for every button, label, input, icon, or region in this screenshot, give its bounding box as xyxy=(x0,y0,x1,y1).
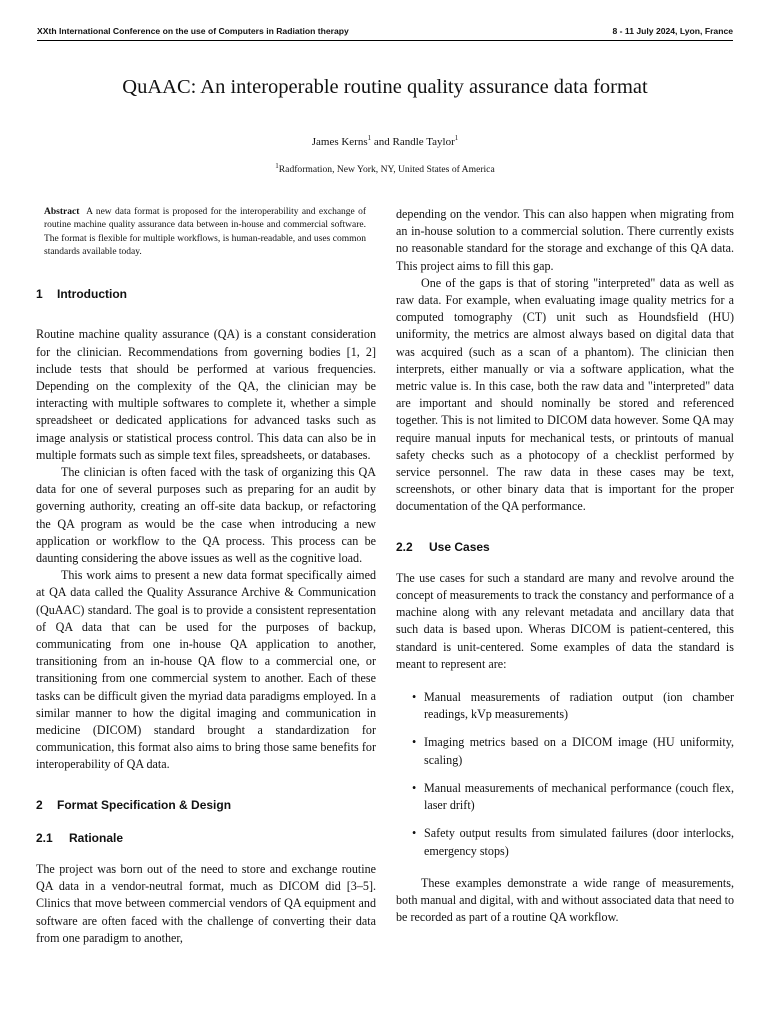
subsection-title: Use Cases xyxy=(429,539,490,554)
right-column xyxy=(396,206,734,926)
paragraph: These examples demonstrate a wide range of measurements, both manual and digital, with and without associated data that need to be recorded as part of a routine QA workflow. xyxy=(396,875,734,925)
paragraph: Routine machine quality assurance (QA) is a constant consideration for the clinician. Recommendations from governing bodies [1, 2] include tests that should be performed at various frequencies. Depending on the complexity of the QA, the clinician may be interacting with multiple softwares to complete it, whether a simple spreadsheet or dedicated applications for advanced tasks such as image analysis or statistical process control. This data can also be in multiple formats such as simple text files, spreadsheets, or databases. xyxy=(36,327,376,462)
affiliation-marker: 1 xyxy=(454,134,459,142)
affiliation-marker: 1 xyxy=(275,162,279,170)
conference-name: XXth International Conference on the use of Computers in Radiation therapy xyxy=(37,26,349,36)
section-heading-format xyxy=(36,797,376,814)
author-name: Randle Taylor xyxy=(392,136,455,148)
running-header xyxy=(37,26,733,41)
affiliation xyxy=(0,164,770,175)
affiliation-text: Radformation, New York, NY, United States of America xyxy=(278,164,495,175)
section-number: 1 xyxy=(36,287,43,302)
list-item: • Imaging metrics based on a DICOM image (HU uniformity, scaling) xyxy=(424,734,734,768)
paragraph: The use cases for such a standard are many and revolve around the concept of measurements to track the constancy and performance of a machine along with any relevant metadata and ancillary data that such data is based upon. Wheras DICOM is patient-centered, this standard is unit-centered. Some examples of data the standard is meant to represent are: xyxy=(396,570,734,671)
paragraph: The clinician is often faced with the task of organizing this QA data for one of several purposes such as preparing for an audit by governing authority, creating an off-site data backup, or refactoring the QA program as would be the case when introducing a new application or workflow to the QA process. This process can be daunting considering the above issues as well as the cognitive load. xyxy=(36,465,376,566)
subsection-title: Rationale xyxy=(69,830,124,845)
paragraph: This work aims to present a new data format specifically aimed at QA data called the Quality Assurance Archive & Communication (QuAAC) standard. The goal is to provide a consistent representation of QA data that can be used for the purposes of backup, communicating from one in-house QA application to another, transitioning from an in-house QA flow to a commercial one, or transitioning from one commercial system to another. Each of these tasks can be difficult given the myriad data paradigms employed. In a similar manner to how the digital imaging and communication in medicine (DICOM) standard brought a standardization for communication, this format also aims to bring those same benefits for interoperability of QA data. xyxy=(36,568,376,772)
conference-date-location: 8 - 11 July 2024, Lyon, France xyxy=(612,26,733,36)
subsection-heading-use-cases xyxy=(396,539,734,556)
list-item: • Manual measurements of radiation output (ion chamber readings, kVp measurements) xyxy=(424,689,734,723)
section-number: 2 xyxy=(36,797,43,812)
paper-title: QuAAC: An interoperable routine quality assurance data format xyxy=(122,76,648,98)
paragraph: The project was born out of the need to store and exchange routine QA data in a vendor-neutral format, much as DICOM did [3–5]. Clinics that move between commercial vendors of QA equipment and software are often faced with the challenge of converting their data from one paradigm to another, xyxy=(36,862,376,945)
author-name: James Kerns xyxy=(311,136,368,148)
paragraph: One of the gaps is that of storing "interpreted" data as well as raw data. For example, when evaluating image quality metrics for a computed tomography (CT) unit such as Houndsfield (HU) uniformity, the metrics are almost always based on digital data that was acquired (such as a scan of a phantom). The clinician then interprets, either manually or via a software application, what the metric value is. In this case, both the raw data and "interpreted" data are important and should nominally be stored and referenced together. This is not limited to DICOM data however. Some QA may require manual inputs for mechanical tests, or printouts of manual safety checks such as a photocopy of a checklist performed by service personnel. The raw data in these cases may be text, screenshots, or other binary data that is important for the proper documentation of the QA performance. xyxy=(396,275,734,514)
author-joiner: and xyxy=(373,136,390,148)
list-item: • Manual measurements of mechanical performance (couch flex, laser drift) xyxy=(424,780,734,814)
left-column xyxy=(36,206,376,947)
affiliation-marker: 1 xyxy=(367,134,372,142)
section-title: Introduction xyxy=(57,287,127,302)
use-case-list xyxy=(396,689,734,860)
author-list xyxy=(0,136,770,148)
abstract xyxy=(44,206,366,259)
abstract-text: A new data format is proposed for the interoperability and exchange of routine machine quality assurance data between in-house and commercial software. The format is flexible for multiple workflows, is human-readable, and uses common standards available today. xyxy=(44,207,366,257)
section-heading-introduction xyxy=(36,286,376,303)
section-title: Format Specification & Design xyxy=(57,797,232,812)
subsection-heading-rationale xyxy=(36,830,376,847)
list-item: • Safety output results from simulated failures (door interlocks, emergency stops) xyxy=(424,825,734,859)
subsection-number: 2.1 xyxy=(36,830,53,845)
abstract-label: Abstract xyxy=(44,207,80,217)
subsection-number: 2.2 xyxy=(396,539,413,554)
paragraph-continued: depending on the vendor. This can also happen when migrating from an in-house solution to a commercial solution. There currently exists no reasonable standard for the storage and exchange of this QA data. This project aims to fill this gap. xyxy=(396,207,734,273)
